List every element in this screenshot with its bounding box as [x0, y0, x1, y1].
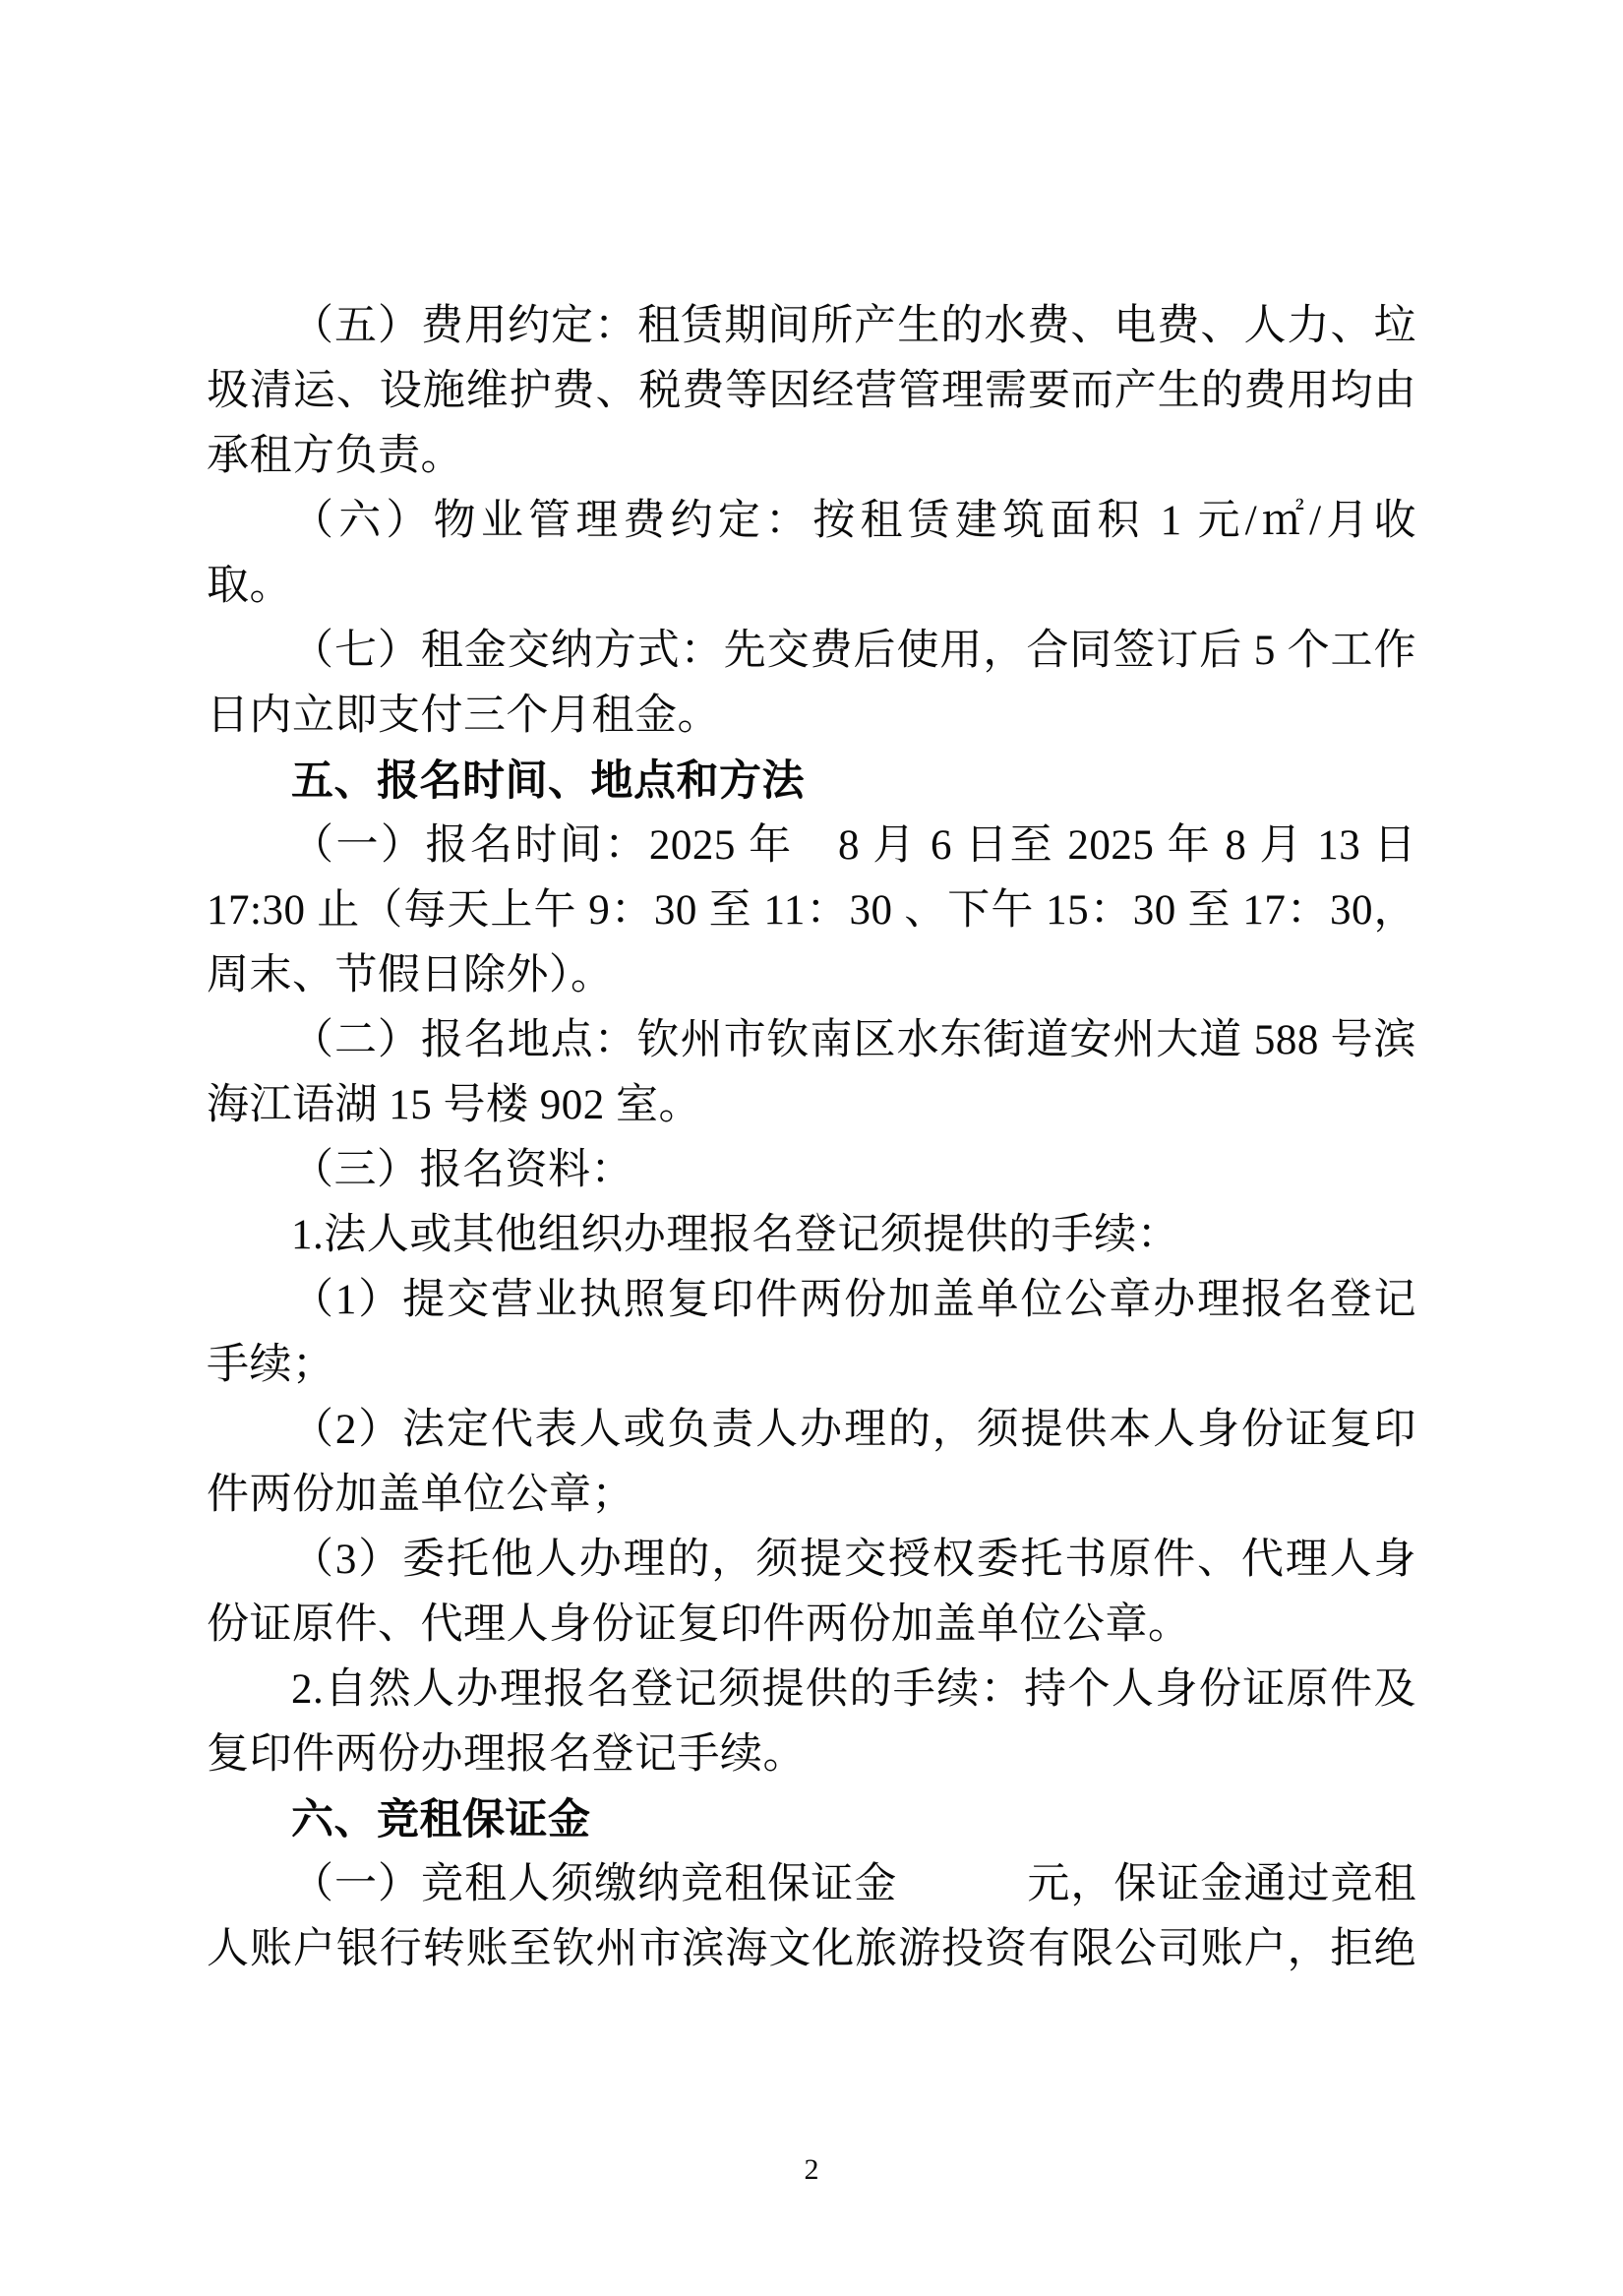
document-line: 承租方负责。: [207, 433, 463, 479]
document-line: （一）竞租人须缴纳竞租保证金 元，保证金通过竞租: [291, 1861, 1416, 1907]
document-line: 复印件两份办理报名登记手续。: [207, 1731, 806, 1778]
document-line: （二）报名地点：钦州市钦南区水东街道安州大道 588 号滨: [291, 1017, 1416, 1063]
document-line: 17:30 止（每天上午 9：30 至 11：30 、下午 15：30 至 17：30，: [207, 887, 1416, 934]
document-line: 周末、节假日除外）。: [207, 952, 614, 998]
document-line: 1.法人或其他组织办理报名登记须提供的手续：: [291, 1212, 1180, 1258]
page-number: 2: [804, 2153, 819, 2186]
document-line: 份证原件、代理人身份证复印件两份加盖单位公章。: [207, 1601, 1191, 1648]
document-line: （1）提交营业执照复印件两份加盖单位公章办理报名登记: [291, 1277, 1416, 1323]
document-line: （三）报名资料：: [291, 1147, 633, 1193]
document-line: （六）物业管理费约定：按租赁建筑面积 1 元/㎡/月收: [291, 498, 1416, 544]
document-line: 2.自然人办理报名登记须提供的手续：持个人身份证原件及: [291, 1666, 1416, 1713]
document-text-block: [207, 294, 1416, 1982]
document-line: （一）报名时间：2025 年 8 月 6 日至 2025 年 8 月 13 日: [291, 822, 1416, 869]
document-line: 日内立即支付三个月租金。: [207, 693, 720, 739]
document-line: （五）费用约定：租赁期间所产生的水费、电费、人力、垃: [291, 303, 1416, 349]
document-line: （七）租金交纳方式：先交费后使用，合同签订后 5 个工作: [291, 628, 1416, 674]
document-line: 手续；: [207, 1342, 335, 1388]
section-heading-5: 五、报名时间、地点和方法: [291, 757, 805, 805]
document-line: 人账户银行转账至钦州市滨海文化旅游投资有限公司账户，拒绝: [207, 1926, 1416, 1972]
document-line: 取。: [207, 563, 292, 609]
document-line: 海江语湖 15 号楼 902 室。: [207, 1082, 701, 1128]
document-line: 件两份加盖单位公章；: [207, 1472, 634, 1518]
section-heading-6: 六、竞租保证金: [291, 1796, 591, 1843]
document-line: 圾清运、设施维护费、税费等因经营管理需要而产生的费用均由: [207, 368, 1416, 414]
document-line: （2）法定代表人或负责人办理的，须提供本人身份证复印: [291, 1407, 1416, 1453]
document-line: （3）委托他人办理的，须提交授权委托书原件、代理人身: [291, 1537, 1416, 1583]
